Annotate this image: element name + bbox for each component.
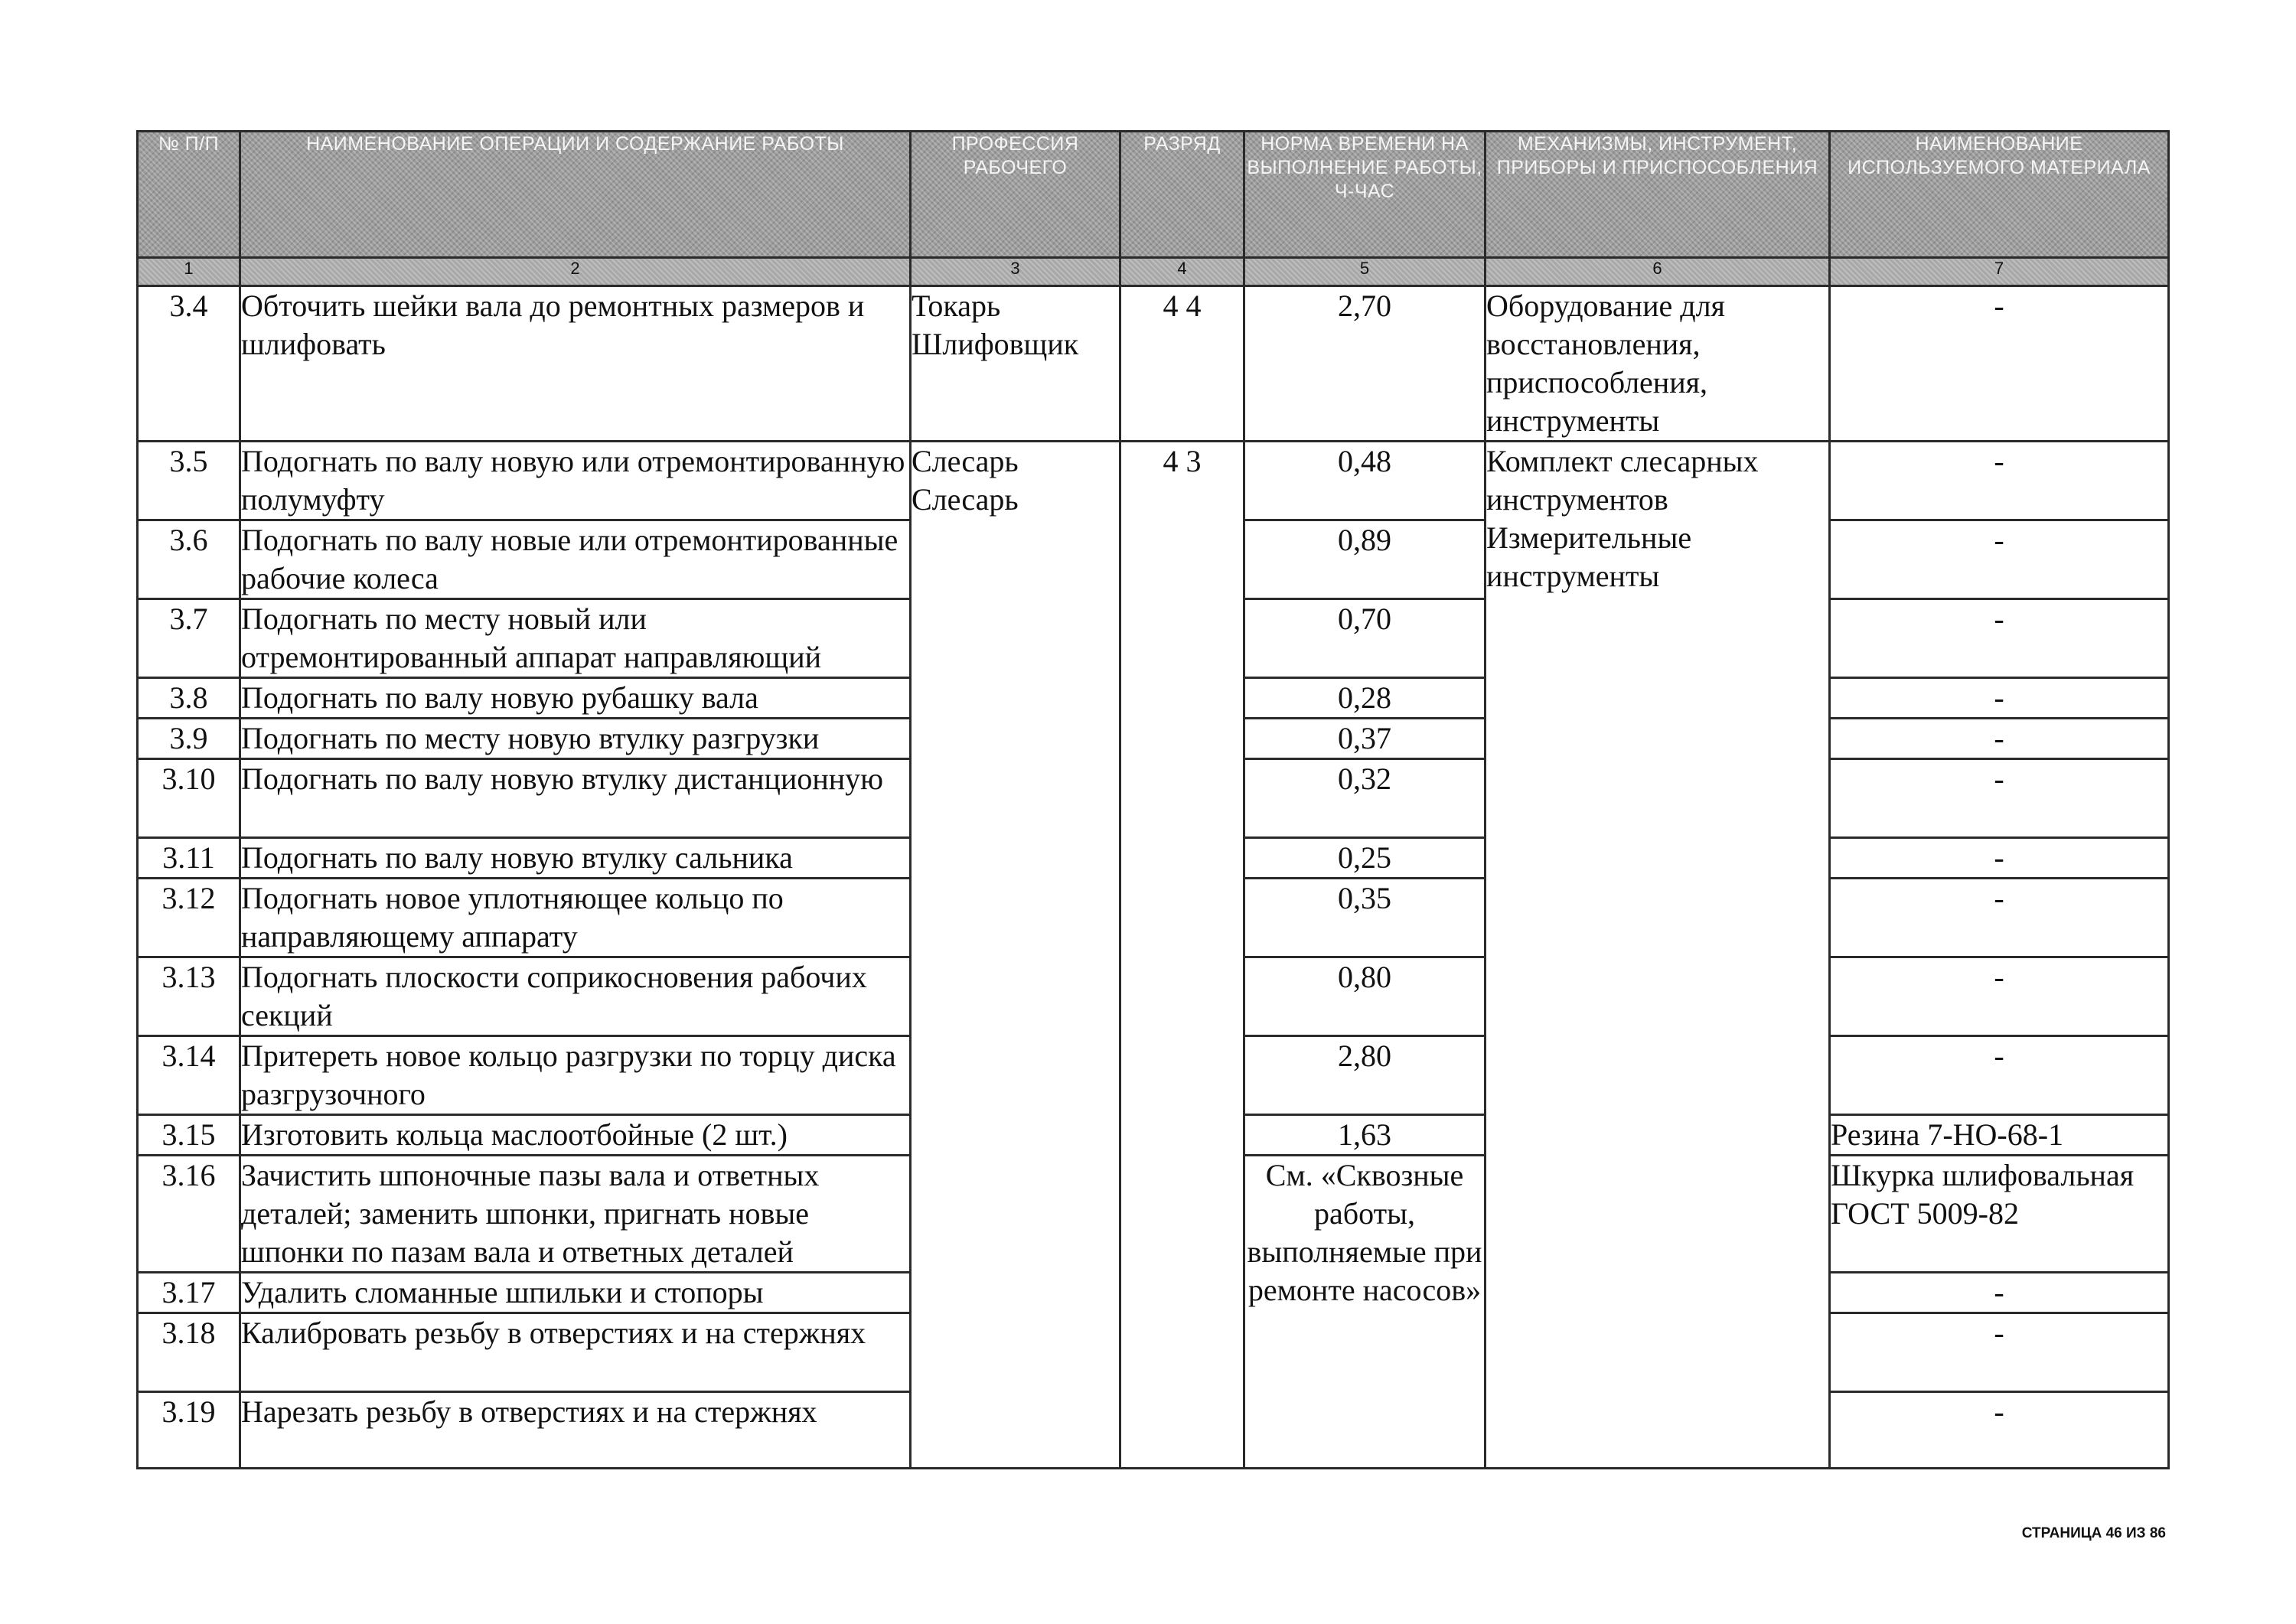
row-number: 3.17 xyxy=(138,1273,240,1313)
col-number: 4 xyxy=(1120,258,1244,286)
operation-text: Калибровать резьбу в отверстиях и на стержнях xyxy=(240,1313,911,1392)
col-number: 1 xyxy=(138,258,240,286)
operation-text: Удалить сломанные шпильки и стопоры xyxy=(240,1273,911,1313)
header-num: № П/П xyxy=(138,132,240,258)
col-number: 2 xyxy=(240,258,911,286)
operation-text: Подогнать по валу новые или отремонтированные рабочие колеса xyxy=(240,520,911,599)
material: - xyxy=(1830,678,2169,719)
time-norm: 1,63 xyxy=(1244,1115,1486,1156)
material: - xyxy=(1830,1036,2169,1115)
time-norm: 0,37 xyxy=(1244,719,1486,759)
row-number: 3.10 xyxy=(138,759,240,838)
table-row xyxy=(138,286,2169,442)
material: - xyxy=(1830,759,2169,838)
profession: Токарь Шлифовщик xyxy=(911,286,1120,442)
row-number: 3.4 xyxy=(138,286,240,442)
row-number: 3.9 xyxy=(138,719,240,759)
rank: 4 4 xyxy=(1120,286,1244,442)
column-number-row xyxy=(138,258,2169,286)
material: - xyxy=(1830,719,2169,759)
row-number: 3.15 xyxy=(138,1115,240,1156)
table-row xyxy=(138,442,2169,520)
time-norm: 0,35 xyxy=(1244,879,1486,957)
col-number: 5 xyxy=(1244,258,1486,286)
time-norm: 0,89 xyxy=(1244,520,1486,599)
operation-text: Изготовить кольца маслоотбойные (2 шт.) xyxy=(240,1115,911,1156)
material: Шкурка шлифовальная ГОСТ 5009-82 xyxy=(1830,1156,2169,1273)
operation-text: Подогнать по месту новую втулку разгрузки xyxy=(240,719,911,759)
tools: Комплект слесарных инструментов Измерительные инструменты xyxy=(1486,442,1830,1469)
operation-text: Подогнать по валу новую втулку дистанционную xyxy=(240,759,911,838)
time-norm: 0,28 xyxy=(1244,678,1486,719)
col-number: 3 xyxy=(911,258,1120,286)
material: - xyxy=(1830,957,2169,1036)
profession: Слесарь Слесарь xyxy=(911,442,1120,1469)
row-number: 3.19 xyxy=(138,1392,240,1469)
row-number: 3.6 xyxy=(138,520,240,599)
time-norm: 0,70 xyxy=(1244,599,1486,678)
material: - xyxy=(1830,1273,2169,1313)
header-profession: ПРОФЕССИЯ РАБОЧЕГО xyxy=(911,132,1120,258)
time-norm-reference: См. «Сквозные работы, выполняемые при ремонте насосов» xyxy=(1244,1156,1486,1469)
material: - xyxy=(1830,1313,2169,1392)
tools: Оборудование для восстановления, приспособления, инструменты xyxy=(1486,286,1830,442)
material: - xyxy=(1830,599,2169,678)
header-tools: МЕХАНИЗМЫ, ИНСТРУМЕНТ, ПРИБОРЫ И ПРИСПОСОБЛЕНИЯ xyxy=(1486,132,1830,258)
operation-text: Нарезать резьбу в отверстиях и на стержнях xyxy=(240,1392,911,1469)
operation-text: Притереть новое кольцо разгрузки по торцу диска разгрузочного xyxy=(240,1036,911,1115)
time-norm: 0,25 xyxy=(1244,838,1486,879)
material: Резина 7-НО-68-1 xyxy=(1830,1115,2169,1156)
operation-text: Зачистить шпоночные пазы вала и ответных деталей; заменить шпонки, пригнать новые шпонки по пазам вала и ответных деталей xyxy=(240,1156,911,1273)
operations-table xyxy=(136,130,2170,1469)
time-norm: 0,32 xyxy=(1244,759,1486,838)
operation-text: Подогнать новое уплотняющее кольцо по направляющему аппарату xyxy=(240,879,911,957)
header-row xyxy=(138,132,2169,258)
material: - xyxy=(1830,1392,2169,1469)
rank: 4 3 xyxy=(1120,442,1244,1469)
row-number: 3.5 xyxy=(138,442,240,520)
time-norm: 0,48 xyxy=(1244,442,1486,520)
time-norm: 2,80 xyxy=(1244,1036,1486,1115)
row-number: 3.18 xyxy=(138,1313,240,1392)
row-number: 3.12 xyxy=(138,879,240,957)
row-number: 3.11 xyxy=(138,838,240,879)
row-number: 3.8 xyxy=(138,678,240,719)
material: - xyxy=(1830,879,2169,957)
material: - xyxy=(1830,838,2169,879)
material: - xyxy=(1830,286,2169,442)
row-number: 3.14 xyxy=(138,1036,240,1115)
operation-text: Подогнать по месту новый или отремонтированный аппарат направляющий xyxy=(240,599,911,678)
header-operation: НАИМЕНОВАНИЕ ОПЕРАЦИИ И СОДЕРЖАНИЕ РАБОТЫ xyxy=(240,132,911,258)
header-material: НАИМЕНОВАНИЕ ИСПОЛЬЗУЕМОГО МАТЕРИАЛА xyxy=(1830,132,2169,258)
header-rank: РАЗРЯД xyxy=(1120,132,1244,258)
material: - xyxy=(1830,442,2169,520)
operation-text: Подогнать по валу новую рубашку вала xyxy=(240,678,911,719)
row-number: 3.7 xyxy=(138,599,240,678)
col-number: 6 xyxy=(1486,258,1830,286)
row-number: 3.16 xyxy=(138,1156,240,1273)
page-number: СТРАНИЦА 46 ИЗ 86 xyxy=(2021,1525,2166,1541)
operation-text: Подогнать по валу новую или отремонтированную полумуфту xyxy=(240,442,911,520)
operation-text: Обточить шейки вала до ремонтных размеров и шлифовать xyxy=(240,286,911,442)
material: - xyxy=(1830,520,2169,599)
operation-text: Подогнать плоскости соприкосновения рабочих секций xyxy=(240,957,911,1036)
header-time-norm: НОРМА ВРЕМЕНИ НА ВЫПОЛНЕНИЕ РАБОТЫ, Ч-ЧАС xyxy=(1244,132,1486,258)
time-norm: 0,80 xyxy=(1244,957,1486,1036)
col-number: 7 xyxy=(1830,258,2169,286)
row-number: 3.13 xyxy=(138,957,240,1036)
operation-text: Подогнать по валу новую втулку сальника xyxy=(240,838,911,879)
time-norm: 2,70 xyxy=(1244,286,1486,442)
